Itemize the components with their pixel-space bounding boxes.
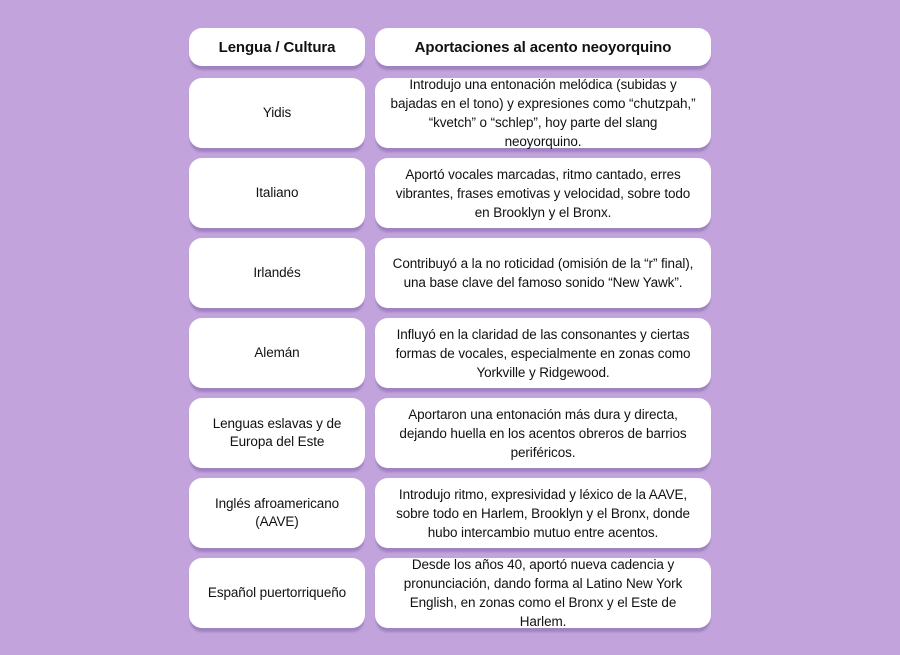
language-card: Alemán (189, 318, 365, 388)
table-row (189, 78, 711, 148)
contribution-card: Desde los años 40, aportó nueva cadencia y pronunciación, dando forma al Latino New York English, en zonas como el Bronx y el Este de Harlem. (375, 558, 711, 628)
language-card: Lenguas eslavas y de Europa del Este (189, 398, 365, 468)
contribution-card: Contribuyó a la no roticidad (omisión de la “r” final), una base clave del famoso sonido “New Yawk”. (375, 238, 711, 308)
table-header-row (189, 28, 711, 66)
language-card: Inglés afroamericano (AAVE) (189, 478, 365, 548)
comparison-table (189, 0, 711, 628)
language-card: Irlandés (189, 238, 365, 308)
header-lang-culture: Lengua / Cultura (189, 28, 365, 66)
contribution-card: Aportaron una entonación más dura y directa, dejando huella en los acentos obreros de barrios periféricos. (375, 398, 711, 468)
contribution-card: Introdujo una entonación melódica (subidas y bajadas en el tono) y expresiones como “chutzpah,” “kvetch” o “schlep”, hoy parte del slang neoyorquino. (375, 78, 711, 148)
contribution-card: Introdujo ritmo, expresividad y léxico de la AAVE, sobre todo en Harlem, Brooklyn y el Bronx, donde hubo intercambio mutuo entre acentos. (375, 478, 711, 548)
language-card: Yidis (189, 78, 365, 148)
language-card: Italiano (189, 158, 365, 228)
table-row (189, 158, 711, 228)
header-contributions: Aportaciones al acento neoyorquino (375, 28, 711, 66)
table-row (189, 238, 711, 308)
table-row (189, 398, 711, 468)
contribution-card: Aportó vocales marcadas, ritmo cantado, erres vibrantes, frases emotivas y velocidad, sobre todo en Brooklyn y el Bronx. (375, 158, 711, 228)
table-row (189, 478, 711, 548)
table-rows (189, 78, 711, 628)
table-row (189, 558, 711, 628)
language-card: Español puertorriqueño (189, 558, 365, 628)
contribution-card: Influyó en la claridad de las consonantes y ciertas formas de vocales, especialmente en zonas como Yorkville y Ridgewood. (375, 318, 711, 388)
table-row (189, 318, 711, 388)
